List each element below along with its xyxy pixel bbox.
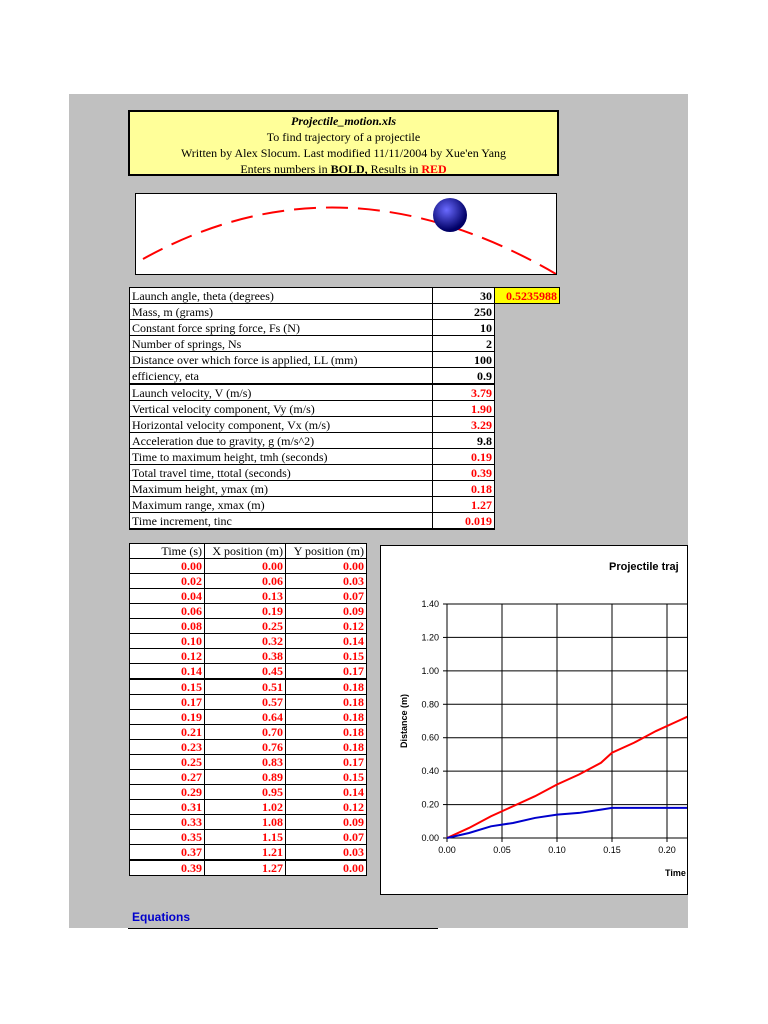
table-row: [130, 845, 367, 861]
parameter-value: 3.29: [433, 417, 495, 433]
table-cell: 0.29: [130, 785, 205, 800]
parameter-label: Total travel time, ttotal (seconds): [130, 465, 433, 481]
table-row: [130, 604, 367, 619]
table-cell: 0.37: [130, 845, 205, 861]
x-tick-label: 0.15: [603, 845, 621, 855]
parameter-row: [130, 401, 560, 417]
table-cell: 1.08: [205, 815, 286, 830]
equations-heading: Equations: [132, 910, 191, 924]
table-cell: 0.15: [130, 679, 205, 695]
parameter-row: [130, 417, 560, 433]
trajectory-path: [143, 208, 556, 274]
table-row: [130, 664, 367, 680]
y-tick-label: 0.00: [421, 833, 439, 843]
table-row: [130, 710, 367, 725]
x-axis-label: Time: [665, 868, 686, 878]
table-cell: 0.12: [286, 800, 367, 815]
parameter-value: 0.18: [433, 481, 495, 497]
parameter-label: Time to maximum height, tmh (seconds): [130, 449, 433, 465]
parameter-label: Mass, m (grams): [130, 304, 433, 320]
table-cell: 0.76: [205, 740, 286, 755]
parameter-label: Number of springs, Ns: [130, 336, 433, 352]
table-cell: 0.15: [286, 649, 367, 664]
table-cell: 0.95: [205, 785, 286, 800]
parameter-row: [130, 497, 560, 513]
table-cell: 0.12: [286, 619, 367, 634]
table-cell: 0.31: [130, 800, 205, 815]
table-cell: 0.17: [130, 695, 205, 710]
y-tick-label: 0.40: [421, 766, 439, 777]
table-cell: 0.10: [130, 634, 205, 649]
trajectory-data-table: [129, 543, 367, 876]
parameter-label: Constant force spring force, Fs (N): [130, 320, 433, 336]
parameter-row: [130, 352, 560, 368]
parameter-value[interactable]: 100: [433, 352, 495, 368]
table-cell: 0.25: [205, 619, 286, 634]
y-tick-label: 0.80: [421, 699, 439, 710]
parameter-label: Horizontal velocity component, Vx (m/s): [130, 417, 433, 433]
table-row: [130, 860, 367, 876]
table-row: [130, 755, 367, 770]
table-cell: 0.09: [286, 604, 367, 619]
table-cell: 0.70: [205, 725, 286, 740]
table-cell: 0.03: [286, 845, 367, 861]
table-cell: 0.18: [286, 710, 367, 725]
table-row: [130, 649, 367, 664]
table-cell: 0.15: [286, 770, 367, 785]
table-cell: 0.32: [205, 634, 286, 649]
table-cell: 0.18: [286, 695, 367, 710]
table-cell: 0.51: [205, 679, 286, 695]
table-cell: 0.13: [205, 589, 286, 604]
title-author: Written by Alex Slocum. Last modified 11/11/2004 by Xue'en Yang: [180, 146, 507, 160]
parameter-value[interactable]: 0.9: [433, 368, 495, 385]
trajectory-animation: [135, 193, 557, 275]
table-cell: 0.57: [205, 695, 286, 710]
table-cell: 0.00: [130, 559, 205, 574]
table-cell: 0.00: [286, 860, 367, 876]
parameter-value[interactable]: 30: [433, 288, 495, 304]
parameter-row: [130, 368, 560, 385]
y-tick-label: 0.20: [421, 799, 439, 810]
table-cell: 0.23: [130, 740, 205, 755]
table-cell: 0.07: [286, 830, 367, 845]
table-cell: 0.25: [130, 755, 205, 770]
table-cell: 1.27: [205, 860, 286, 876]
parameter-label: Acceleration due to gravity, g (m/s^2): [130, 433, 433, 449]
table-cell: 1.21: [205, 845, 286, 861]
table-row: [130, 634, 367, 649]
parameter-value: 0.39: [433, 465, 495, 481]
table-row: [130, 830, 367, 845]
table-cell: 0.17: [286, 664, 367, 680]
table-cell: 0.14: [286, 785, 367, 800]
parameter-row: [130, 288, 560, 304]
table-row: [130, 725, 367, 740]
series-line-2: [447, 808, 688, 838]
table-cell: 0.02: [130, 574, 205, 589]
table-cell: 0.18: [286, 740, 367, 755]
parameter-value: 0.19: [433, 449, 495, 465]
table-cell: 0.08: [130, 619, 205, 634]
parameter-value[interactable]: 2: [433, 336, 495, 352]
table-cell: 0.06: [205, 574, 286, 589]
table-cell: 0.35: [130, 830, 205, 845]
column-header: Time (s): [130, 544, 205, 559]
table-row: [130, 574, 367, 589]
table-row: [130, 679, 367, 695]
table-cell: 0.64: [205, 710, 286, 725]
chart-title: Projectile traj: [609, 561, 679, 573]
parameter-label: Distance over which force is applied, LL (mm): [130, 352, 433, 368]
parameter-row: [130, 465, 560, 481]
table-row: [130, 785, 367, 800]
table-cell: 0.38: [205, 649, 286, 664]
parameter-label: Maximum range, xmax (m): [130, 497, 433, 513]
parameter-value[interactable]: 9.8: [433, 433, 495, 449]
table-row: [130, 619, 367, 634]
table-cell: 0.06: [130, 604, 205, 619]
y-tick-label: 1.20: [421, 632, 439, 643]
table-row: [130, 559, 367, 574]
table-cell: 0.33: [130, 815, 205, 830]
parameter-row: [130, 384, 560, 401]
parameter-label: Launch angle, theta (degrees): [130, 288, 433, 304]
table-row: [130, 800, 367, 815]
parameter-row: [130, 433, 560, 449]
parameter-row: [130, 304, 560, 320]
title-description: To find trajectory of a projectile: [266, 130, 421, 144]
table-cell: 0.21: [130, 725, 205, 740]
parameter-row: [130, 481, 560, 497]
table-cell: 0.45: [205, 664, 286, 680]
table-cell: 0.04: [130, 589, 205, 604]
table-cell: 0.19: [130, 710, 205, 725]
y-tick-label: 0.60: [421, 732, 439, 743]
y-tick-label: 1.00: [421, 665, 439, 676]
table-cell: 0.83: [205, 755, 286, 770]
table-row: [130, 770, 367, 785]
trajectory-chart: [380, 545, 688, 895]
parameter-label: Launch velocity, V (m/s): [130, 384, 433, 401]
x-tick-label: 0.00: [438, 845, 456, 855]
parameter-row: [130, 449, 560, 465]
parameter-label: efficiency, eta: [130, 368, 433, 385]
table-cell: 0.17: [286, 755, 367, 770]
parameter-value: 1.27: [433, 497, 495, 513]
table-cell: 0.14: [286, 634, 367, 649]
column-header: Y position (m): [286, 544, 367, 559]
table-cell: 0.14: [130, 664, 205, 680]
x-tick-label: 0.10: [548, 845, 566, 855]
table-cell: 1.15: [205, 830, 286, 845]
projectile-ball: [433, 198, 467, 232]
file-name: Projectile_motion.xls: [291, 114, 396, 128]
parameter-label: Time increment, tinc: [130, 513, 433, 530]
title-box: [128, 110, 559, 176]
equations-divider: [128, 928, 438, 929]
parameter-value: 3.79: [433, 384, 495, 401]
table-cell: 0.03: [286, 574, 367, 589]
table-cell: 0.89: [205, 770, 286, 785]
table-cell: 0.18: [286, 679, 367, 695]
parameter-value: 0.019: [433, 513, 495, 530]
table-cell: 0.07: [286, 589, 367, 604]
parameters-table: [129, 287, 560, 530]
table-cell: 0.18: [286, 725, 367, 740]
parameter-row: [130, 336, 560, 352]
x-tick-label: 0.05: [493, 845, 511, 855]
parameter-row: [130, 320, 560, 336]
title-legend: Enters numbers in BOLD, Results in RED: [240, 162, 447, 176]
y-tick-label: 1.40: [421, 599, 439, 609]
parameter-value: 1.90: [433, 401, 495, 417]
angle-radians: 0.5235988: [495, 288, 560, 304]
series-line-1: [447, 711, 688, 838]
parameter-row: [130, 513, 560, 530]
table-cell: 0.00: [286, 559, 367, 574]
table-cell: 0.12: [130, 649, 205, 664]
table-cell: 0.00: [205, 559, 286, 574]
table-row: [130, 740, 367, 755]
column-header: X position (m): [205, 544, 286, 559]
table-cell: 0.09: [286, 815, 367, 830]
table-cell: 0.27: [130, 770, 205, 785]
parameter-label: Maximum height, ymax (m): [130, 481, 433, 497]
parameter-value[interactable]: 10: [433, 320, 495, 336]
table-cell: 0.39: [130, 860, 205, 876]
table-row: [130, 589, 367, 604]
table-row: [130, 695, 367, 710]
table-cell: 1.02: [205, 800, 286, 815]
y-axis-label: Distance (m): [399, 693, 409, 749]
x-tick-label: 0.20: [658, 845, 676, 855]
table-cell: 0.19: [205, 604, 286, 619]
table-row: [130, 815, 367, 830]
parameter-value[interactable]: 250: [433, 304, 495, 320]
parameter-label: Vertical velocity component, Vy (m/s): [130, 401, 433, 417]
